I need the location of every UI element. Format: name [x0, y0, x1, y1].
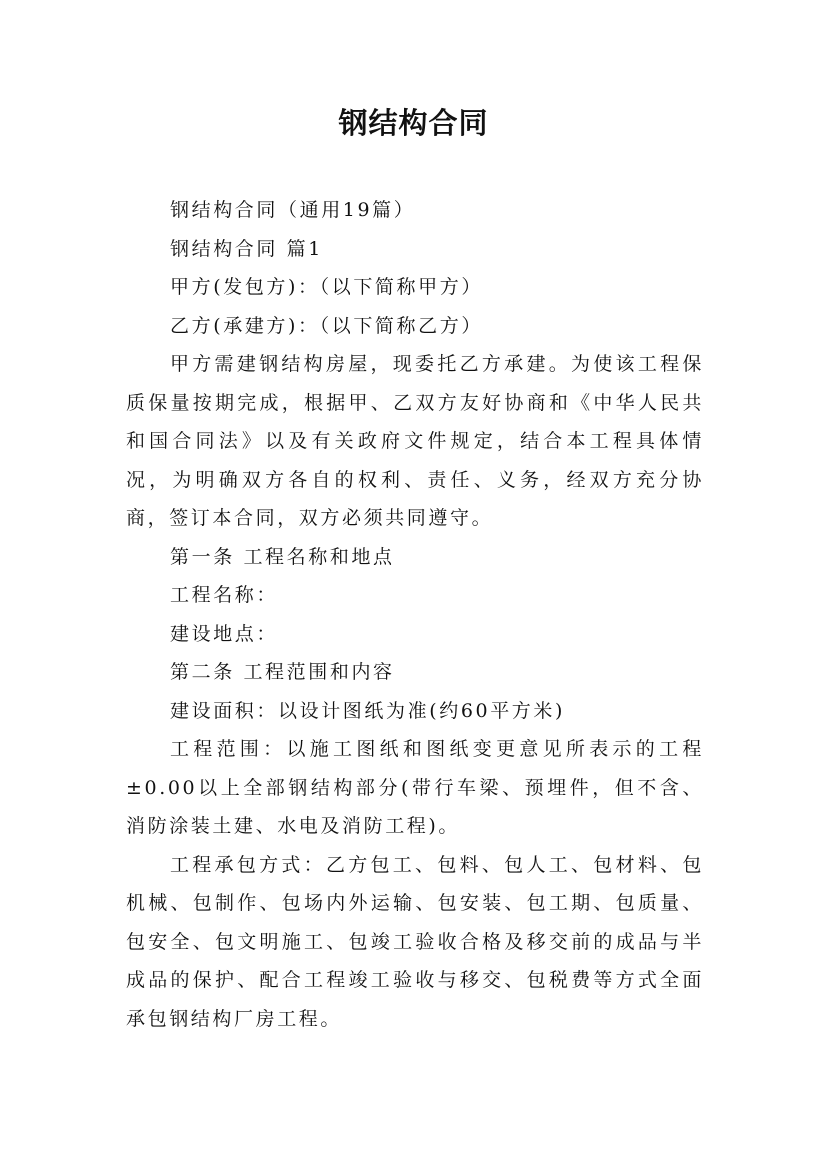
preamble-paragraph: 甲方需建钢结构房屋，现委托乙方承建。为使该工程保质保量按期完成，根据甲、乙双方友好协商和《中华人民共和国合同法》以及有关政府文件规定，结合本工程具体情况，为明确双方各自的权利、责任、义务，经双方充分协商，签订本合同，双方必须共同遵守。 — [126, 353, 704, 529]
party-b-line: 乙方(承建方)：（以下简称乙方） — [170, 314, 483, 337]
project-scope-paragraph: 工程范围：以施工图纸和图纸变更意见所表示的工程±0.00以上全部钢结构部分(带行车梁、预埋件，但不含、消防涂装土建、水电及消防工程)。 — [126, 738, 704, 837]
construction-area-line: 建设面积：以设计图纸为准(约60平方米) — [170, 699, 566, 722]
doc-subtitle: 钢结构合同（通用19篇） — [170, 199, 416, 221]
party-a-line: 甲方(发包方)：（以下简称甲方） — [170, 276, 483, 298]
project-name-line: 工程名称： — [170, 584, 279, 606]
article-2-heading: 第二条 工程范围和内容 — [170, 661, 395, 683]
construction-site-line: 建设地点： — [170, 622, 279, 645]
section-heading-part-1: 钢结构合同 篇1 — [170, 237, 323, 260]
document-title: 钢结构合同 — [338, 106, 489, 140]
document-body — [126, 191, 704, 1038]
article-1-heading: 第一条 工程名称和地点 — [170, 545, 395, 568]
contract-method-paragraph: 工程承包方式：乙方包工、包料、包人工、包材料、包机械、包制作、包场内外运输、包安装、包工期、包质量、包安全、包文明施工、包竣工验收合格及移交前的成品与半成品的保护、配合工程竣工验收与移交、包税费等方式全面承包钢结构厂房工程。 — [126, 853, 704, 1030]
